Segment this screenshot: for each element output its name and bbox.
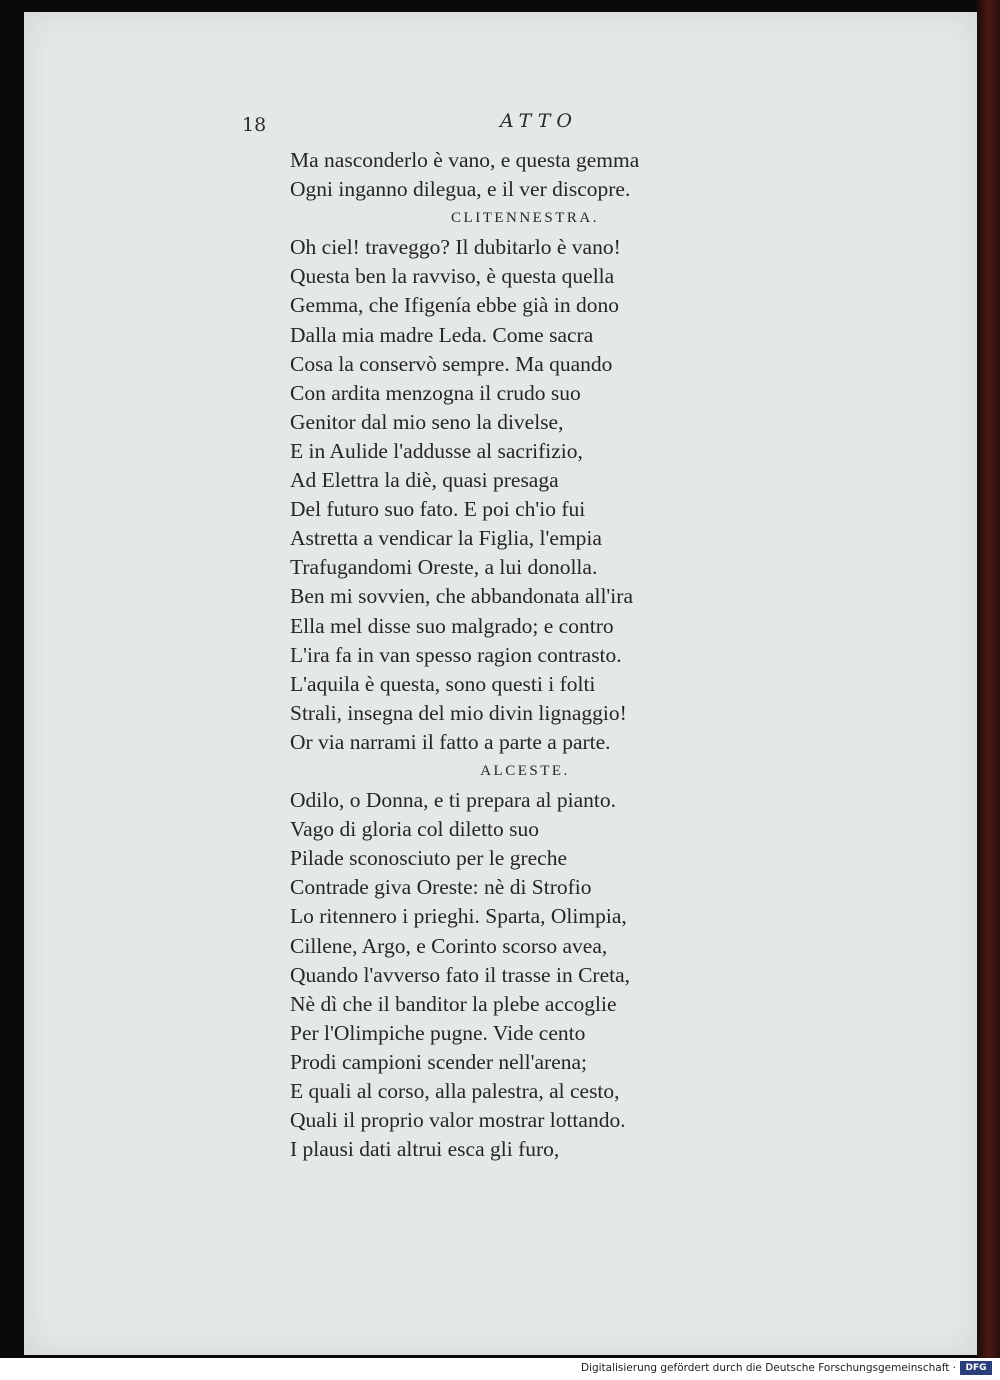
- speaker-name: ALCESTE.: [480, 762, 570, 779]
- verse-line: Del futuro suo fato. E poi ch'io fui: [290, 497, 586, 522]
- footer-credit: Digitalisierung gefördert durch die Deutsche Forschungsgemeinschaft ·: [580, 1362, 956, 1374]
- verse-line: Lo ritennero i prieghi. Sparta, Olimpia,: [290, 904, 627, 929]
- verse-line: Con ardita menzogna il crudo suo: [290, 380, 581, 405]
- page-number: 18: [242, 114, 267, 136]
- verse-line: Ad Elettra la diè, quasi presaga: [290, 468, 559, 493]
- verse-line: Strali, insegna del mio divin lignaggio!: [290, 700, 627, 725]
- running-head: ATTO: [500, 110, 578, 132]
- verse-line: E in Aulide l'addusse al sacrifizio,: [290, 438, 583, 463]
- verse-line: Or via narrami il fatto a parte a parte.: [290, 729, 611, 754]
- verse-line: Nè dì che il banditor la plebe accoglie: [290, 991, 617, 1016]
- verse-line: L'ira fa in van spesso ragion contrasto.: [290, 642, 622, 667]
- verse-line: E quali al corso, alla palestra, al cesto,: [290, 1079, 620, 1103]
- verse-line: I plausi dati altrui esca gli furo,: [290, 1137, 560, 1162]
- verse-line: L'aquila è questa, sono questi i folti: [290, 671, 596, 696]
- verse-line: Ogni inganno dilegua, e il ver discopre.: [290, 177, 631, 202]
- verse-line: Genitor dal mio seno la divelse,: [290, 409, 564, 434]
- verse-line: Trafugandomi Oreste, a lui donolla.: [290, 555, 598, 580]
- verse-line: Ella mel disse suo malgrado; e contro: [290, 613, 614, 638]
- verse-line: Contrade giva Oreste: nè di Strofio: [290, 875, 592, 900]
- book-page: [24, 12, 977, 1355]
- verse-line: Dalla mia madre Leda. Come sacra: [290, 322, 594, 347]
- verse-line: Astretta a vendicar la Figlia, l'empia: [290, 526, 602, 551]
- book-spine-edge: [977, 0, 1000, 1358]
- verse-line: Prodi campioni scender nell'arena;: [290, 1049, 588, 1074]
- dfg-logo-icon: DFG: [960, 1361, 992, 1375]
- verse-line: Pilade sconosciuto per le greche: [290, 846, 568, 871]
- speaker-name: CLITENNESTRA.: [451, 210, 599, 227]
- verse-line: Ben mi sovvien, che abbandonata all'ira: [290, 584, 633, 609]
- verse-line: Questa ben la ravviso, è questa quella: [290, 264, 615, 289]
- verse-line: Cosa la conservò sempre. Ma quando: [290, 351, 613, 376]
- verse-line: Vago di gloria col diletto suo: [290, 817, 540, 842]
- verse-line: Oh ciel! traveggo? Il dubitarlo è vano!: [290, 235, 621, 260]
- verse-line: Quali il proprio valor mostrar lottando.: [290, 1108, 626, 1133]
- verse-line: Gemma, che Ifigenía ebbe già in dono: [290, 293, 619, 318]
- footer-bar: [0, 1358, 1000, 1380]
- verse-line: Quando l'avverso fato il trasse in Creta,: [290, 962, 631, 987]
- verse-line: Per l'Olimpiche pugne. Vide cento: [290, 1020, 586, 1045]
- verse-text-block: [290, 146, 760, 1164]
- verse-line: Odilo, o Donna, e ti prepara al pianto.: [290, 788, 616, 813]
- verse-line: Cillene, Argo, e Corinto scorso avea,: [290, 933, 608, 958]
- verse-line: Ma nasconderlo è vano, e questa gemma: [290, 148, 640, 172]
